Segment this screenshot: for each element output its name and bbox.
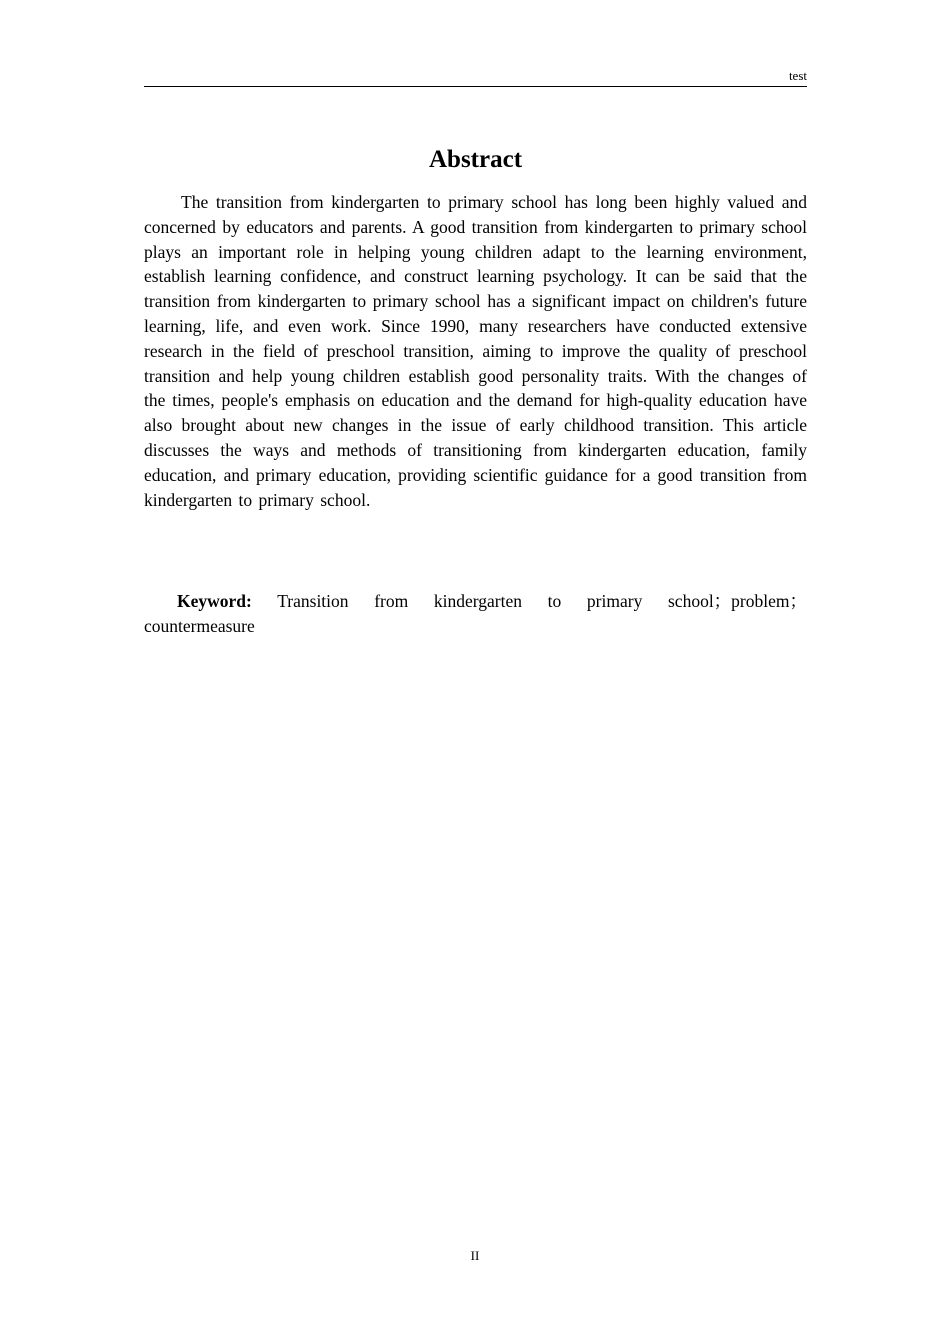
abstract-heading: Abstract	[428, 146, 523, 173]
page-header	[144, 66, 807, 87]
running-header-title: test	[788, 68, 807, 83]
keywords-text: Transition from kindergarten to primary school；problem；countermeasure	[144, 591, 808, 636]
page-number: II	[470, 1248, 480, 1263]
keywords-label: Keyword:	[177, 591, 252, 611]
abstract-paragraph: The transition from kindergarten to primary school has long been highly valued and concerned by educators and parents. A good transition from kindergarten to primary school plays an important role in helping young children adapt to the learning environment, establish learning confidence, and construct learning psychology. It can be said that the transition from kindergarten to primary school has a significant impact on children's future learning, life, and even work. Since 1990, many researchers have conducted extensive research in the field of preschool transition, aiming to improve the quality of preschool transition and help young children establish good personality traits. With the changes of the times, people's emphasis on education and the demand for high-quality education have also brought about new changes in the issue of early childhood transition. This article discusses the ways and methods of transitioning from kindergarten education, family education, and primary education, providing scientific guidance for a good transition from kindergarten to primary school.	[144, 192, 807, 510]
keywords-line	[144, 589, 807, 639]
